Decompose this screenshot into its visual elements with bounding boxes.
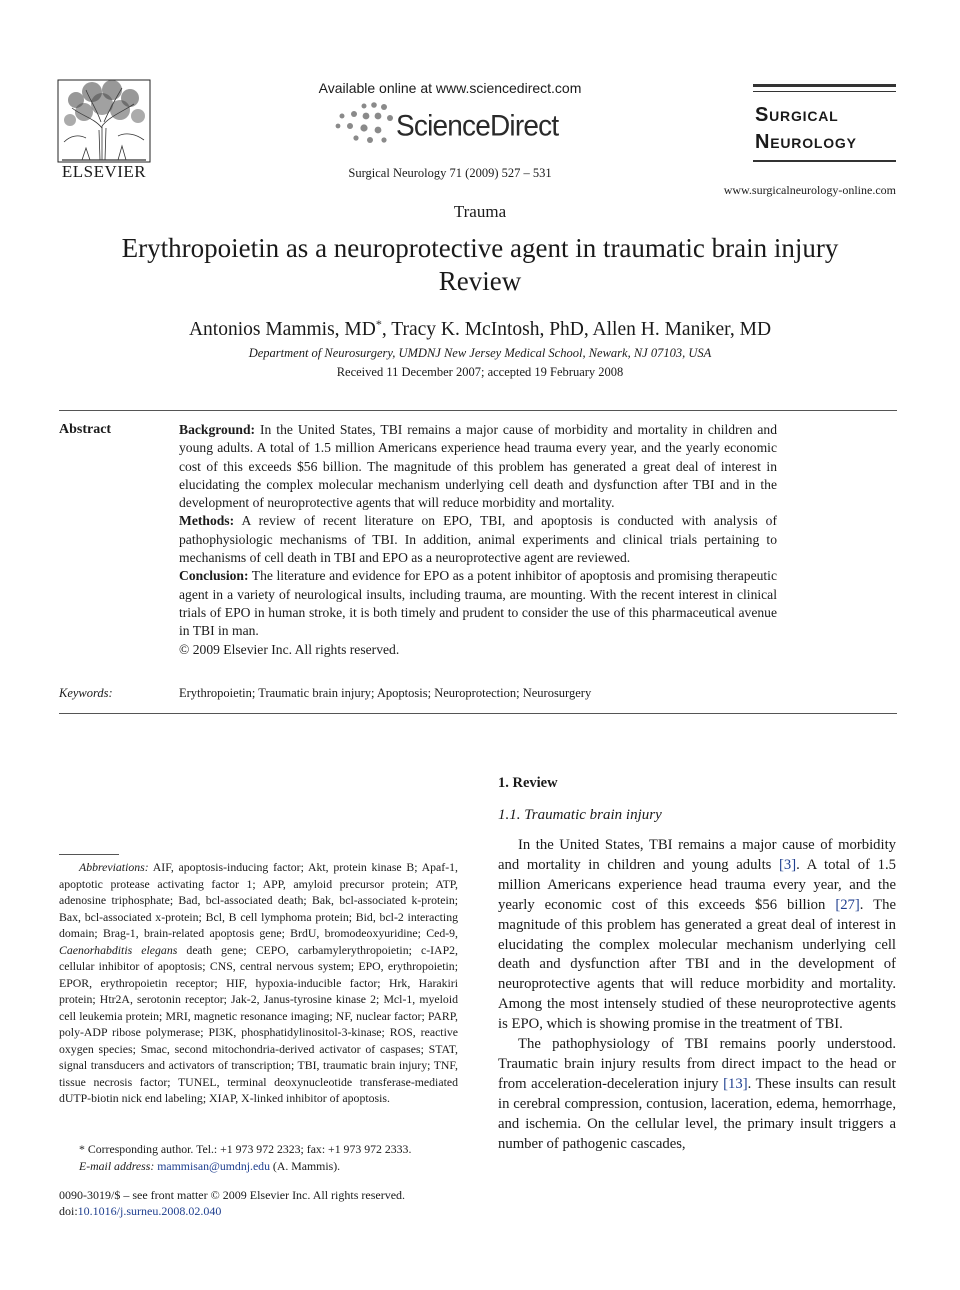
article-section: Trauma [453,202,507,221]
methods-text: A review of recent literature on EPO, TBI, and apoptosis is conducted with analysis of pathophysiologic mechanisms of TBI. In addition, animal experiments and clinical trials pertaining to mechanisms of cell death in TBI and EPO as a neuroprotective agent are reviewed. [179,513,777,566]
journal-masthead-rule [753,91,896,92]
abstract-conclusion [179,567,777,640]
citation-link[interactable]: [13] [723,1075,748,1092]
email-label: E-mail address: [79,1159,155,1173]
journal-url: www.surgicalneurology-online.com [723,183,896,197]
background-text: In the United States, TBI remains a major cause of morbidity and mortality in children and young adults. A total of 1.5 million Americans experience head trauma every year, and the yearly economic cost of this exceeds $56 billion. The magnitude of this problem has generated a great deal of interest in elucidating the complex molecular mechanism underlying cell death and dysfunction after TBI and in the development of neuroprotective agents that will reduce morbidity and mortality. [179,422,777,511]
paragraph [498,1035,896,1154]
species-name: Caenorhabditis elegans [59,942,178,957]
journal-title-line-1: Surgical [755,104,839,126]
background-label: Background: [179,422,256,437]
sciencedirect-dots-icon [334,102,396,144]
citation-link[interactable]: [3] [779,856,797,873]
conclusion-label: Conclusion: [179,568,249,584]
doi-line [59,1204,221,1219]
keywords-label: Keywords: [59,686,113,700]
divider [59,713,897,714]
footnote-rule [59,854,119,855]
paragraph-text: In the United States, TBI remains a major cause of morbidity and mortality in children and young adults [498,837,896,873]
keywords-list: Erythropoietin; Traumatic brain injury; Apoptosis; Neuroprotection; Neurosurgery [179,686,592,700]
article-title: Erythropoietin as a neuroprotective agent in traumatic brain injury [121,233,839,263]
email-owner: (A. Mammis). [269,1159,341,1173]
abstract-heading: Abstract [59,422,112,437]
article-type: Review [438,266,522,296]
email-link[interactable]: mammisan@umdnj.edu [157,1159,270,1173]
author-affiliation: Department of Neurosurgery, UMDNJ New Jersey Medical School, Newark, NJ 07103, USA [248,346,712,360]
doi-link[interactable]: 10.1016/j.surneu.2008.02.040 [77,1204,222,1218]
doi-label: doi: [59,1204,78,1218]
paragraph-text: The pathophysiology of TBI remains poorly understood. Traumatic brain injury results from direct impact to the head or from acceleration-deceleration injury [498,1036,896,1092]
publisher-name: ELSEVIER [61,162,147,181]
received-dates: Received 11 December 2007; accepted 19 February 2008 [336,365,624,379]
journal-title-line-2: Neurology [755,131,857,153]
corresponding-author-footnote: * Corresponding author. Tel.: +1 973 972 2323; fax: +1 973 972 2333. [79,1142,412,1156]
divider [59,410,897,411]
section-heading: 1. Review [498,775,558,791]
author-names: , Tracy K. McIntosh, PhD, Allen H. Maniker, MD [381,319,772,340]
abbreviations-label: Abbreviations: [79,860,149,874]
abstract-copyright: © 2009 Elsevier Inc. All rights reserved. [179,641,400,657]
conclusion-text: The literature and evidence for EPO as a potent inhibitor of apoptosis and promising therapeutic agent in a variety of neurological insults, including trauma, are mounting. With the recent interest in clinical trials of EPO in human stroke, it is both timely and prudent to consider the use of this pharmaceutical avenue in TBI in man. [179,568,777,639]
abbreviations-footnote [59,859,458,1107]
paragraph-text: . The magnitude of this problem has generated a great deal of interest in elucidating the complex molecular mechanism underlying cell death and dysfunction after TBI and in the development of neuroprotective agents that will reduce morbidity and mortality. Among the most intensely studied of these neuroprotective agents is EPO, which is showing promise in the treatment of TBI. [498,896,896,1033]
journal-masthead-rule [753,160,896,162]
author-list [0,317,960,341]
issn-line: 0090-3019/$ – see front matter © 2009 Elsevier Inc. All rights reserved. [59,1188,406,1202]
journal-masthead-rule [753,84,896,87]
paragraph [498,836,896,1035]
abstract-background [179,421,777,512]
email-footnote [59,1158,458,1175]
subsection-heading: 1.1. Traumatic brain injury [498,807,662,823]
sciencedirect-logo: ScienceDirect [396,109,559,142]
abbreviations-text: death gene; CEPO, carbamylerythropoietin; c-IAP2, cellular inhibitor of apoptosis; CNS, central nervous system; EPO, erythropoietin; EPOR, erythropoietin receptor; HIF, hypoxia-inducible factor; Hrk, Harakiri protein; Htr2A, serotonin receptor; Jak-2, Janus-tyrosine kinase 2; Mcl-1, myeloid cell leukemia protein; MRI, magnetic resonance imaging; NF, nuclear factor; PARP, poly-ADP ribose polymerase; PI3K, phosphatidylinositol-3-kinase; ROS, reactive oxygen species; Smac, second mitochondria-derived activator of caspases; STAT, signal transducers and activators of transcription; TBI, traumatic brain injury; TNF, tissue necrosis factor; TUNEL, terminal deoxynucleotide transferase-mediated dUTP-biotin nick end labeling; XIAP, X-linked inhibitor of apoptosis. [59,942,458,1105]
abstract-methods [179,512,777,567]
journal-citation: Surgical Neurology 71 (2009) 527 – 531 [348,166,552,180]
body-text [498,836,896,1155]
methods-label: Methods: [179,513,235,529]
citation-link[interactable]: [27] [835,896,860,913]
paragraph-text: . These insults can result in cerebral compression, contusion, laceration, edema, hemorrhage, and ischemia. On the cellular level, the primary insult triggers a number of pathogenic cascades, [498,1075,896,1152]
abstract-body [179,421,777,659]
author-name: Antonios Mammis, MD [188,319,376,340]
available-online-text: Available online at www.sciencedirect.com [318,80,582,96]
paragraph-text: . A total of 1.5 million Americans experience head trauma every year, and the yearly economic cost of this exceeds $56 billion [498,856,897,913]
corresponding-author-mark: * [375,317,382,331]
abbreviations-text: AIF, apoptosis-inducing factor; Akt, protein kinase B; Apaf-1, apoptotic protease activating factor 1; APP, amyloid precursor protein; ATP, adenosine triphosphate; Bad, bcl-associated death; Bak, bcl-associated k-protein; Bax, bcl-associated x-protein; Bcl, B cell lymphoma protein; Bid, bcl-2 interacting domain; Brag-1, brain-related apoptosis gene; BrdU, bromodeoxyuridine; Ced-9, [59,860,458,940]
